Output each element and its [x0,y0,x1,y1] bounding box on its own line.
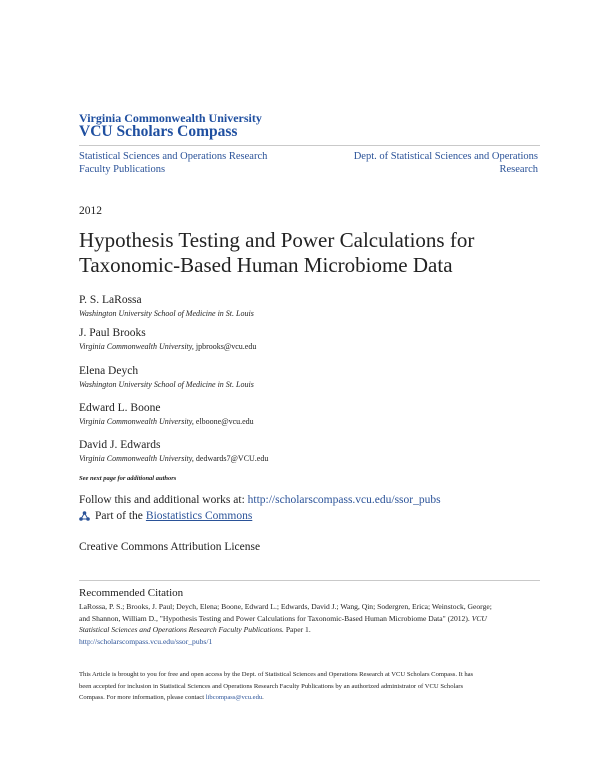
network-icon [79,511,90,522]
citation-line: LaRossa, P. S.; Brooks, J. Paul; Deych, Elena; Boone, Edward L.; Edwards, David J.; Wang, Qin; Sodergren, Erica; Weinstock, George; [79,602,492,611]
author-name: Edward L. Boone [79,402,161,414]
contact-email-link[interactable]: libcompass@vcu.edu [205,694,263,701]
collection-left-line2: Faculty Publications [79,164,166,175]
author-entry [79,401,539,427]
citation-text: and Shannon, William D., "Hypothesis Testing and Power Calculations for Taxonomic-Based Human Microbiome Data" (2012). [79,613,470,623]
footer-line [79,692,540,704]
collection-url-link[interactable]: http://scholarscompass.vcu.edu/ssor_pubs [247,494,441,506]
footer-text: . [262,694,264,701]
follow-line [79,494,441,506]
repository-link[interactable]: VCU Scholars Compass [79,123,238,140]
footer-line: This Article is brought to you for free and open access by the Dept. of Statistical Sciences and Operations Research at VCU Scholars Compass. It has [79,671,474,678]
author-institution: Virginia Commonwealth University, [79,342,194,351]
citation-journal: Statistical Sciences and Operations Research Faculty Publications. [79,625,284,634]
citation-url-link[interactable]: http://scholarscompass.vcu.edu/ssor_pubs/1 [79,636,213,646]
header-divider [79,145,540,146]
author-email: elboone@vcu.edu [195,417,254,426]
collection-left-line1: Statistical Sciences and Operations Research [79,151,268,162]
collection-right-line2: Research [499,164,538,175]
paper-title [79,228,519,278]
author-entry [79,326,539,352]
citation-journal: VCU [471,613,487,623]
author-affiliation [79,341,539,352]
author-affiliation: Washington University School of Medicine in St. Louis [79,380,254,389]
footer-text: Compass. For more information, please contact [79,694,205,701]
author-affiliation [79,453,539,464]
author-name: Elena Deych [79,365,139,377]
citation-line [79,624,540,636]
collection-link-faculty-publications[interactable] [79,150,319,176]
university-name: Virginia Commonwealth University [79,111,262,125]
footer-line: been accepted for inclusion in Statistical Sciences and Operations Research Faculty Publications by an authorized administrator of VCU Scholars [79,682,464,690]
author-name: J. Paul Brooks [79,327,146,339]
biostatistics-commons-link[interactable]: Biostatistics Commons [145,510,253,522]
follow-text: Follow this and additional works at: [79,494,245,506]
author-entry [79,438,539,464]
author-institution: Virginia Commonwealth University, [79,417,194,426]
author-name: P. S. LaRossa [79,294,142,306]
author-affiliation [79,416,539,427]
citation-text: Paper 1. [285,625,311,634]
license-text: Creative Commons Attribution License [79,541,261,553]
collection-link-department[interactable] [320,150,538,176]
part-of-text: Part of the [95,510,143,522]
recommended-citation-heading: Recommended Citation [79,587,184,599]
paper-title-line1: Hypothesis Testing and Power Calculations for [79,228,475,252]
author-affiliation: Washington University School of Medicine in St. Louis [79,309,254,318]
author-institution: Virginia Commonwealth University, [79,454,194,463]
author-entry [79,293,539,319]
author-email: dedwards7@VCU.edu [195,454,269,463]
citation-divider [79,580,540,581]
part-of-line [79,510,252,522]
author-entry [79,364,539,390]
author-name: David J. Edwards [79,439,161,451]
collection-right-line1: Dept. of Statistical Sciences and Operations [353,151,538,162]
citation-line [79,613,540,625]
author-email: jpbrooks@vcu.edu [195,342,257,351]
paper-title-line2: Taxonomic-Based Human Microbiome Data [79,253,453,277]
access-footer [79,669,540,704]
additional-authors-note: See next page for additional authors [79,475,177,482]
publication-year: 2012 [79,205,102,217]
recommended-citation-body [79,601,540,647]
